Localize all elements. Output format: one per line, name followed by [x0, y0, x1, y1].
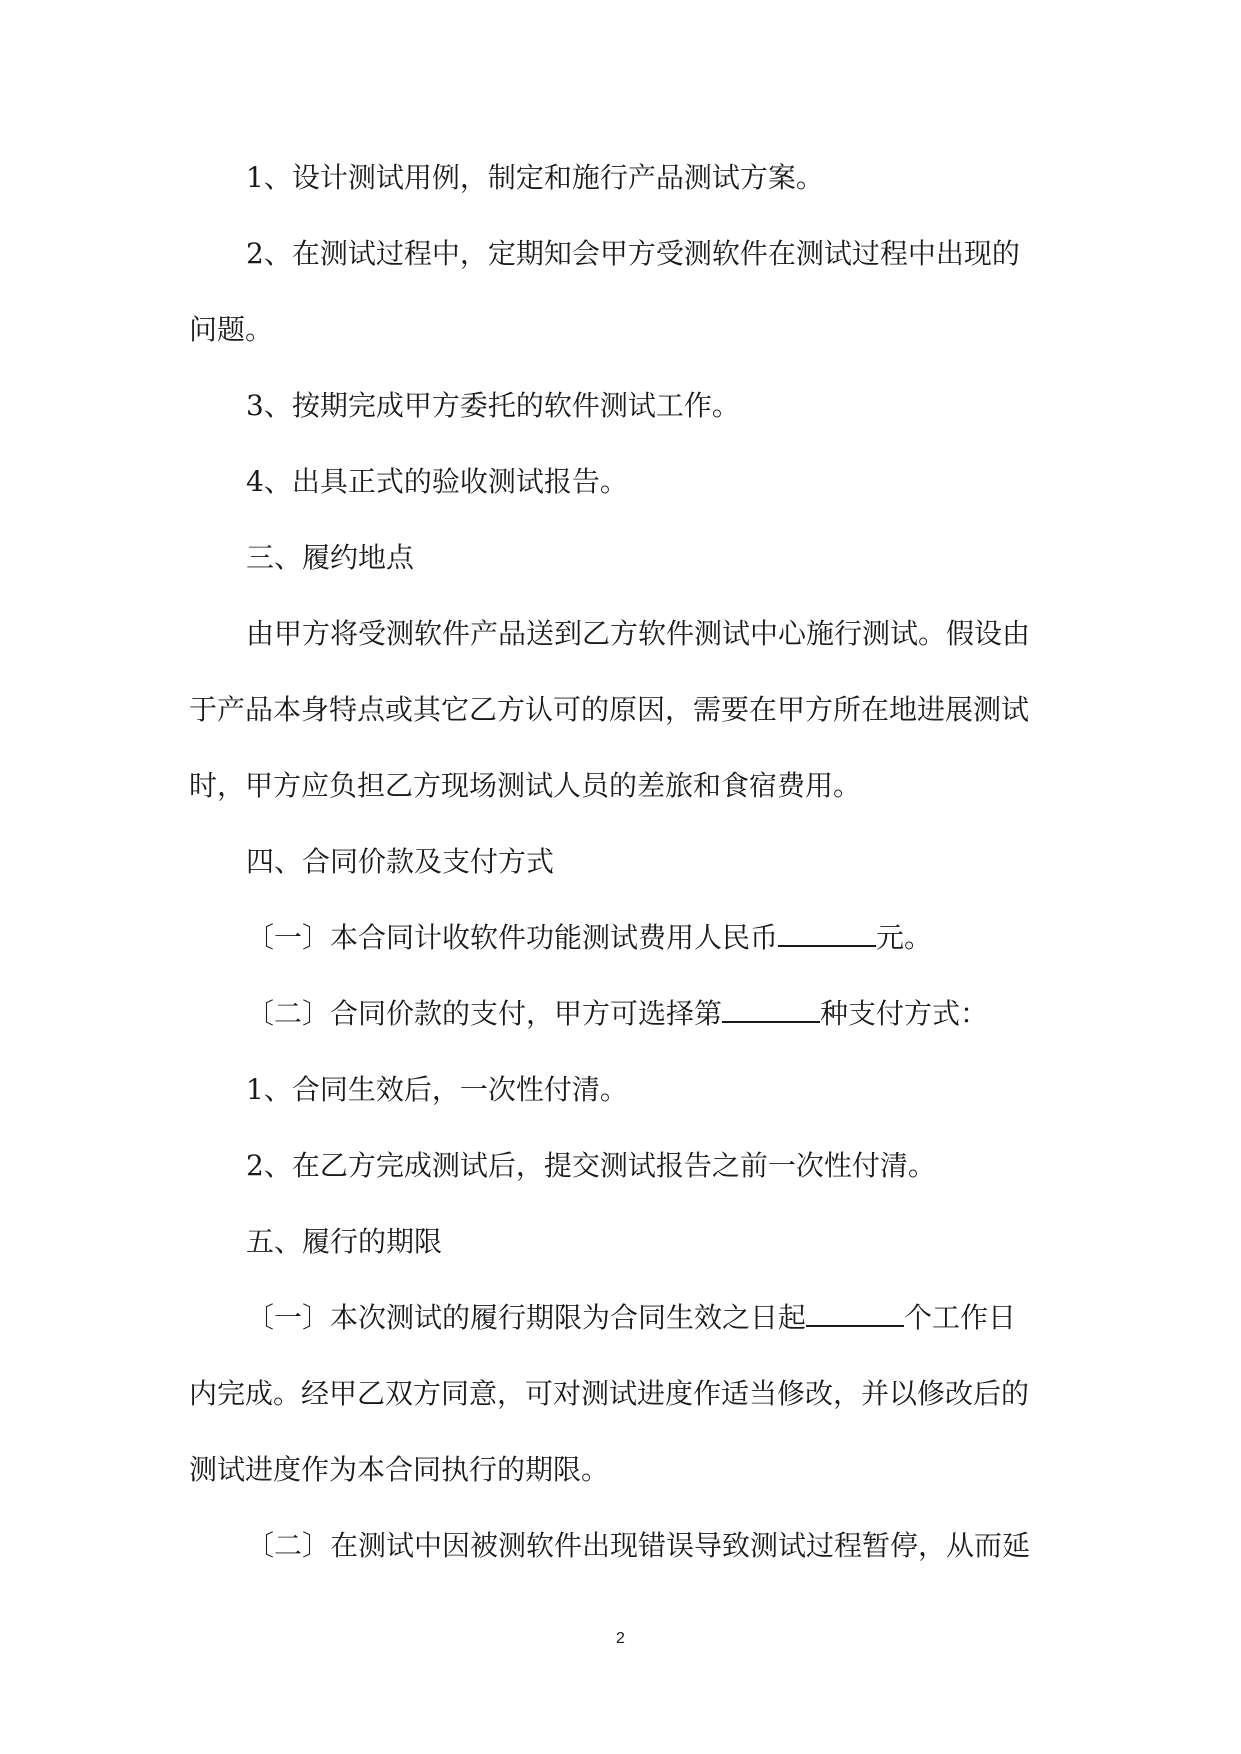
duty-item-2-continued: 问题。	[189, 313, 274, 346]
duty-item-3: 3、按期完成甲方委托的软件测试工作。	[246, 389, 740, 422]
fee-clause-unit: 元。	[876, 921, 933, 954]
location-paragraph-line-2: 于产品本身特点或其它乙方认可的原因，需要在甲方所在地进展测试	[189, 693, 1030, 726]
payment-choice-suffix: 种支付方式：	[820, 997, 989, 1030]
payment-choice-clause	[189, 976, 1055, 1052]
fee-clause-text: 〔一〕本合同计收软件功能测试费用人民币	[246, 921, 779, 954]
fee-amount-blank	[778, 913, 876, 947]
duty-item-2: 2、在测试过程中，定期知会甲方受测软件在测试过程中出现的	[246, 237, 1020, 270]
section-heading-location: 三、履约地点	[246, 541, 415, 574]
location-paragraph-line-1: 由甲方将受测软件产品送到乙方软件测试中心施行测试。假设由	[246, 617, 1031, 650]
contract-body	[189, 140, 1055, 1584]
deadline-clause-line-3: 测试进度作为本合同执行的期限。	[189, 1453, 610, 1486]
working-days-blank	[806, 1293, 904, 1327]
deadline-clause-suffix: 个工作日	[904, 1301, 1017, 1334]
payment-option-1: 1、合同生效后，一次性付清。	[246, 1073, 628, 1106]
deadline-clause	[189, 1280, 1055, 1356]
deadline-clause-text: 〔一〕本次测试的履行期限为合同生效之日起	[246, 1301, 807, 1334]
location-paragraph-line-3: 时，甲方应负担乙方现场测试人员的差旅和食宿费用。	[189, 769, 862, 802]
fee-clause	[189, 900, 1055, 976]
duty-item-1: 1、设计测试用例，制定和施行产品测试方案。	[246, 161, 824, 194]
section-heading-term: 五、履行的期限	[246, 1225, 443, 1258]
section-heading-price-payment: 四、合同价款及支付方式	[246, 845, 555, 878]
page-number: 2	[616, 1630, 625, 1647]
delay-clause: 〔二〕在测试中因被测软件出现错误导致测试过程暂停，从而延	[246, 1529, 1031, 1562]
payment-option-2: 2、在乙方完成测试后，提交测试报告之前一次性付清。	[246, 1149, 936, 1182]
payment-choice-text: 〔二〕合同价款的支付，甲方可选择第	[246, 997, 723, 1030]
duty-item-4: 4、出具正式的验收测试报告。	[246, 465, 628, 498]
deadline-clause-line-2: 内完成。经甲乙双方同意，可对测试进度作适当修改，并以修改后的	[189, 1377, 1030, 1410]
payment-option-blank	[722, 989, 820, 1023]
